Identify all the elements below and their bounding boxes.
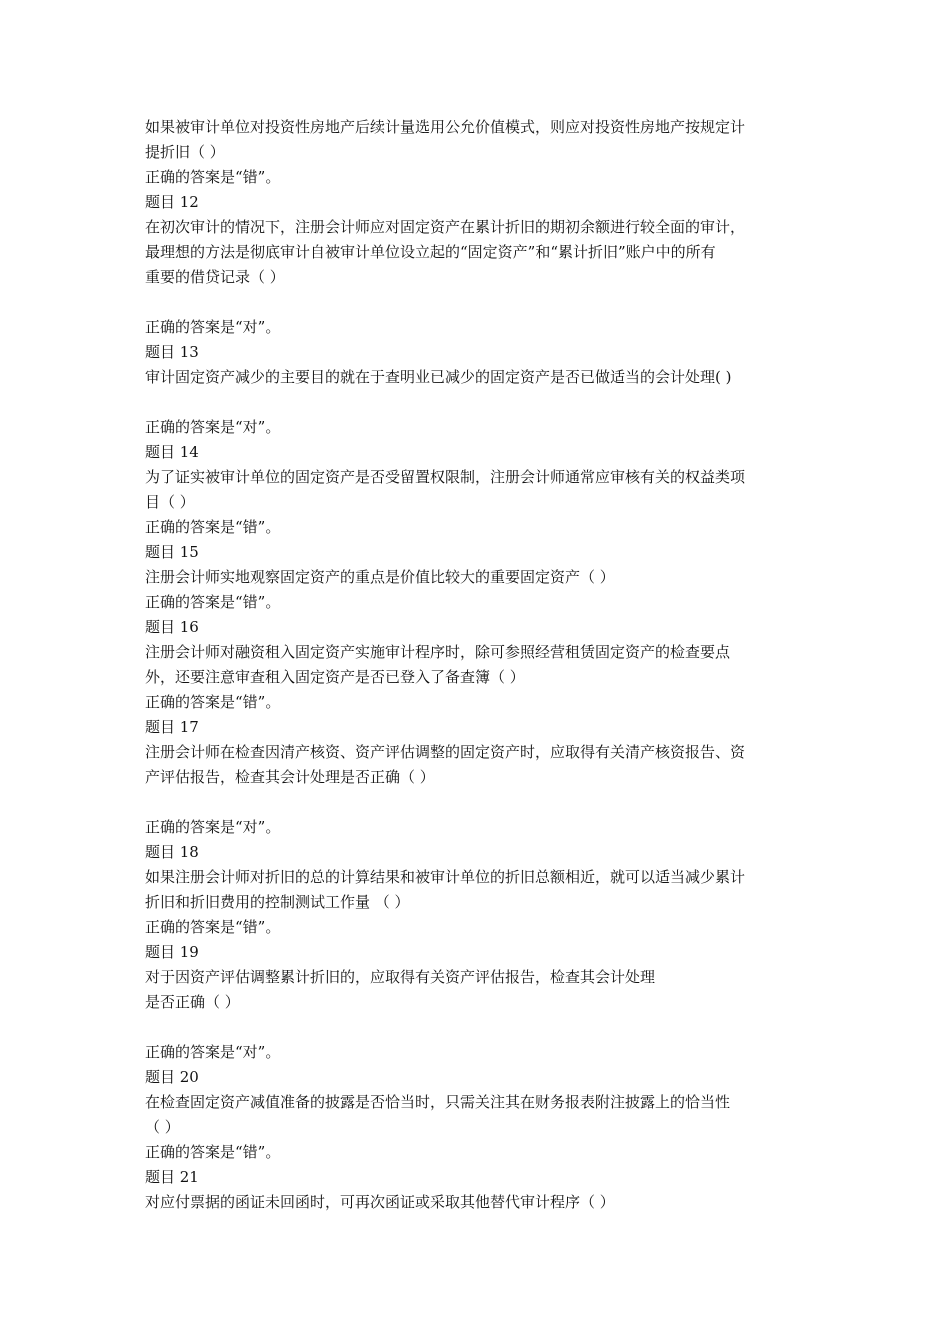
- question-text-line: 目（ ）: [145, 493, 195, 511]
- question-number: 题目 13: [145, 343, 199, 361]
- question-text-line: 如果被审计单位对投资性房地产后续计量选用公允价值模式，则应对投资性房地产按规定计: [145, 118, 746, 136]
- question-block: [145, 715, 815, 840]
- question-text-line: 外，还要注意审查租入固定资产是否已登入了备查簿（ ）: [145, 668, 525, 686]
- blank-line: [145, 790, 815, 815]
- question-number: 题目 19: [145, 943, 199, 961]
- question-text-line: 产评估报告，检查其会计处理是否正确（ ）: [145, 768, 435, 786]
- question-block: [145, 1165, 815, 1215]
- answer-text: 正确的答案是“对”。: [145, 318, 281, 336]
- question-text-line: 注册会计师在检查因清产核资、资产评估调整的固定资产时，应取得有关清产核资报告、资: [145, 743, 746, 761]
- question-block: [145, 1065, 815, 1165]
- question-text-line: 重要的借贷记录（ ）: [145, 268, 285, 286]
- blank-line: [145, 390, 815, 415]
- question-block: [145, 440, 815, 540]
- document-page: [145, 115, 815, 1215]
- answer-text: 正确的答案是“错”。: [145, 918, 281, 936]
- question-number: 题目 14: [145, 443, 199, 461]
- question-text-line: 在检查固定资产减值准备的披露是否恰当时，只需关注其在财务报表附注披露上的恰当性: [145, 1093, 731, 1111]
- answer-text: 正确的答案是“对”。: [145, 418, 281, 436]
- question-text-line: 在初次审计的情况下，注册会计师应对固定资产在累计折旧的期初余额进行较全面的审计，: [145, 218, 746, 236]
- question-text-line: 是否正确（ ）: [145, 993, 240, 1011]
- question-text-line: 审计固定资产减少的主要目的就在于查明业已减少的固定资产是否已做适当的会计处理( ): [145, 368, 732, 386]
- blank-line: [145, 290, 815, 315]
- question-text-line: 折旧和折旧费用的控制测试工作量 （ ）: [145, 893, 410, 911]
- answer-text: 正确的答案是“对”。: [145, 818, 281, 836]
- question-block: [145, 540, 815, 615]
- question-block: [145, 840, 815, 940]
- question-number: 题目 20: [145, 1068, 199, 1086]
- question-block: [145, 115, 815, 190]
- question-text-line: 最理想的方法是彻底审计自被审计单位设立起的“固定资产”和“累计折旧”账户中的所有: [145, 243, 716, 261]
- answer-text: 正确的答案是“错”。: [145, 1143, 281, 1161]
- question-text-line: 提折旧（ ）: [145, 143, 225, 161]
- question-block: [145, 190, 815, 340]
- answer-text: 正确的答案是“错”。: [145, 168, 281, 186]
- question-text-line: 注册会计师对融资租入固定资产实施审计程序时，除可参照经营租赁固定资产的检查要点: [145, 643, 731, 661]
- question-text-line: 对于因资产评估调整累计折旧的，应取得有关资产评估报告，检查其会计处理: [145, 968, 656, 986]
- answer-text: 正确的答案是“错”。: [145, 518, 281, 536]
- answer-text: 正确的答案是“错”。: [145, 693, 281, 711]
- answer-text: 正确的答案是“对”。: [145, 1043, 281, 1061]
- question-block: [145, 615, 815, 715]
- question-number: 题目 17: [145, 718, 199, 736]
- question-number: 题目 18: [145, 843, 199, 861]
- question-text-line: （ ）: [145, 1118, 180, 1136]
- question-block: [145, 340, 815, 440]
- question-text-line: 对应付票据的函证未回函时，可再次函证或采取其他替代审计程序（ ）: [145, 1193, 615, 1211]
- question-number: 题目 21: [145, 1168, 199, 1186]
- question-text-line: 如果注册会计师对折旧的总的计算结果和被审计单位的折旧总额相近，就可以适当减少累计: [145, 868, 746, 886]
- answer-text: 正确的答案是“错”。: [145, 593, 281, 611]
- blank-line: [145, 1015, 815, 1040]
- question-number: 题目 15: [145, 543, 199, 561]
- question-block: [145, 940, 815, 1065]
- question-text-line: 注册会计师实地观察固定资产的重点是价值比较大的重要固定资产（ ）: [145, 568, 615, 586]
- question-text-line: 为了证实被审计单位的固定资产是否受留置权限制，注册会计师通常应审核有关的权益类项: [145, 468, 746, 486]
- question-number: 题目 16: [145, 618, 199, 636]
- question-number: 题目 12: [145, 193, 199, 211]
